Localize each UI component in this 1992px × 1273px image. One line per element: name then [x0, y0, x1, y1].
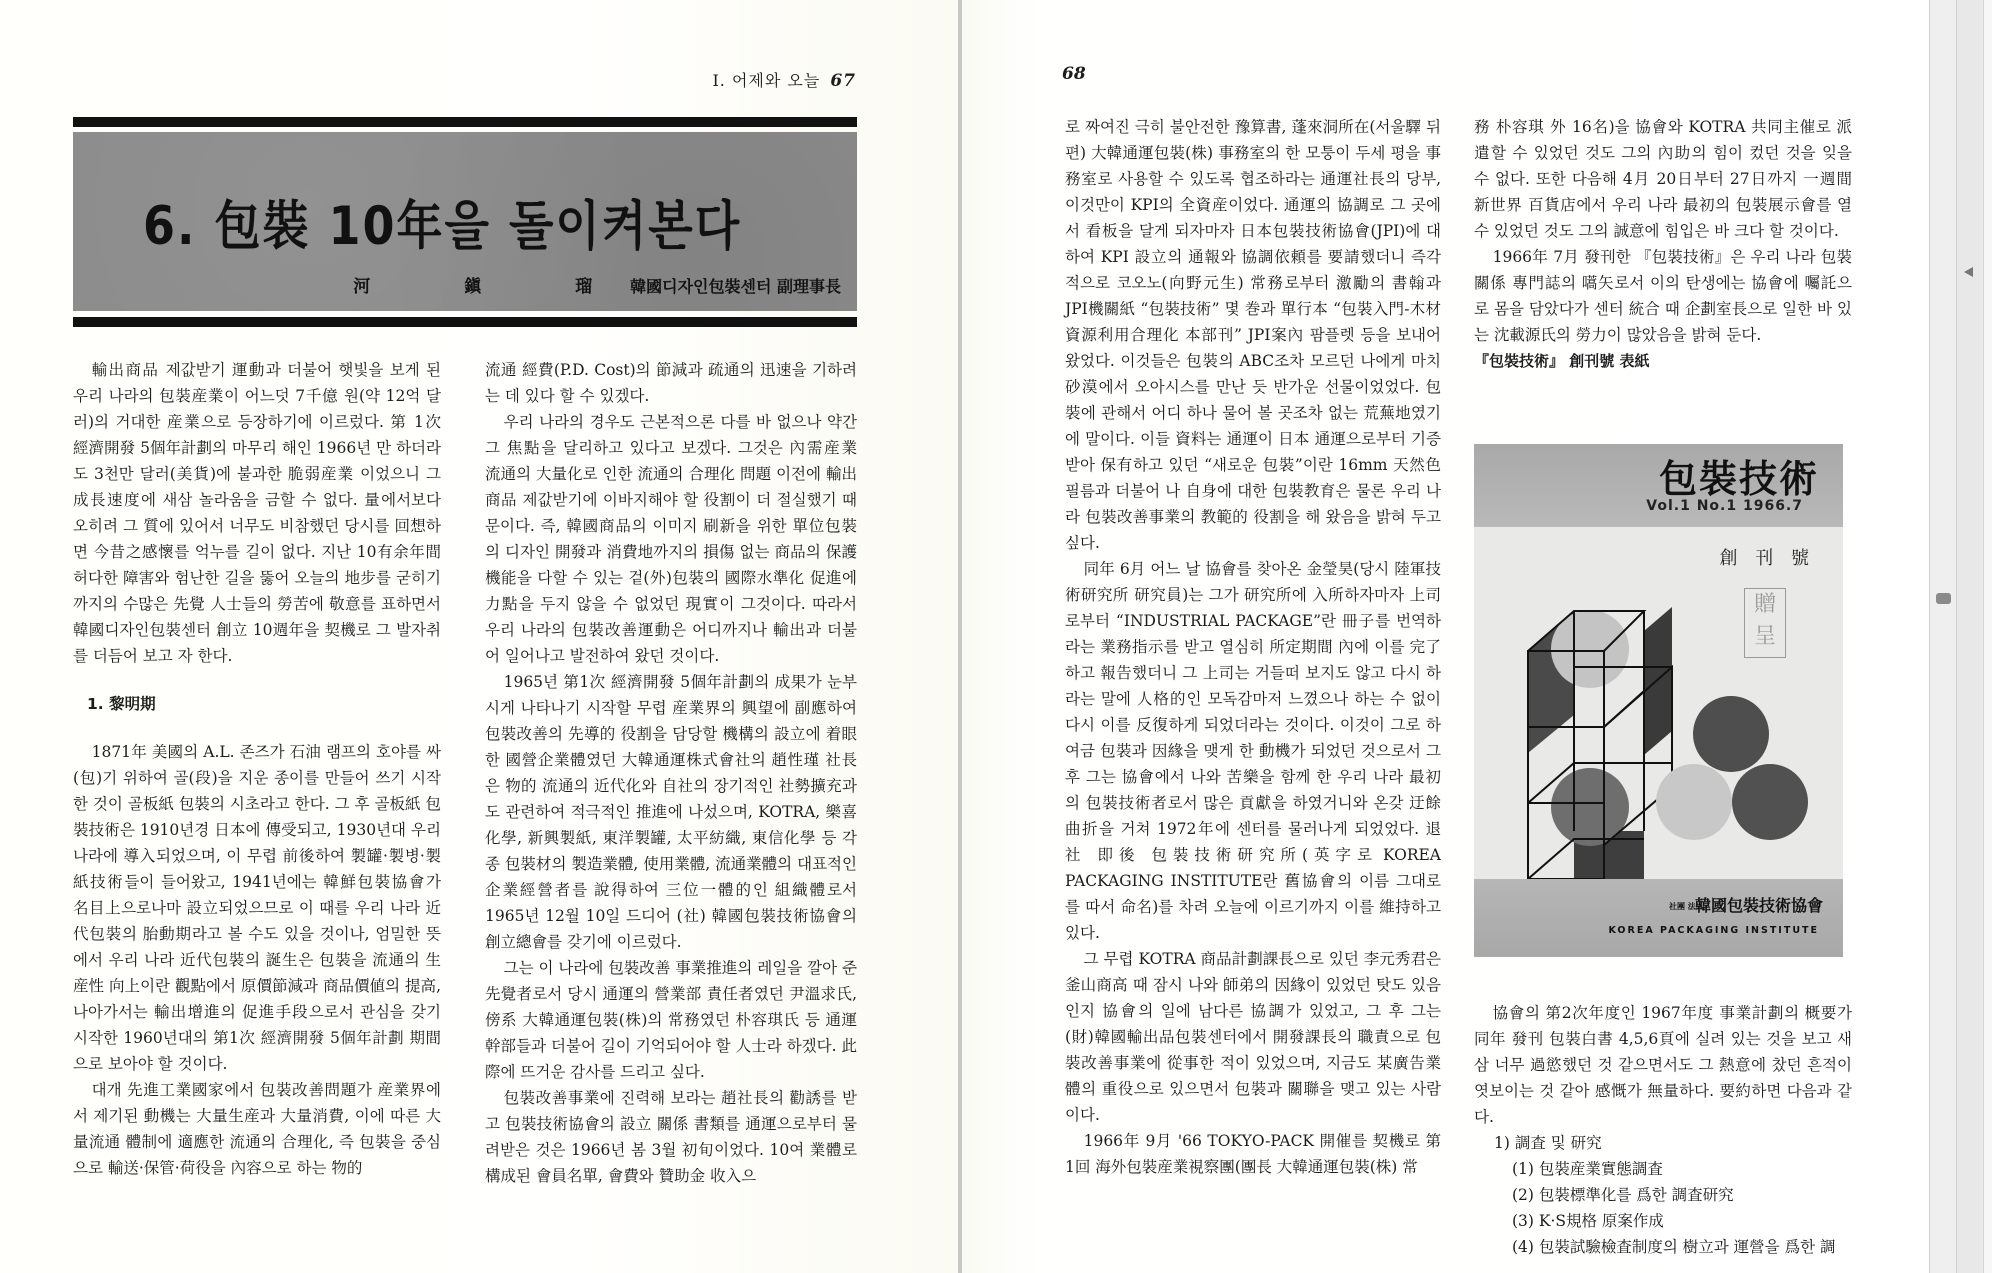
paragraph: 1871年 美國의 A.L. 존즈가 石油 램프의 호야를 싸(包)기 위하여 골(段)을 지운 종이를 만들어 쓰기 시작한 것이 골板紙 包裝의 시초라고 한다. 그 후 골板紙 包裝技術은 1910년경 日本에 傳受되고, 1930년대 우리 나라에 導入되었으며, 이 무렵 前後하여 製罐·製병·製紙技術들이 들어왔고, 1941년에는 韓鮮包裝協會가 名目上으로나마 設立되었으므로 이 때를 우리 나라 近代包裝의 胎動期라고 볼 수도 있을 것이나, 엄밀한 뜻에서 우리 나라 近代包裝의 誕生은 包裝을 流通의 生産性 向上이란 觀點에서 原價節減과 商品價値의 提高, 나아가서는 輸出增進의 促進手段으로서 관심을 갖기 시작한 1960년대의 第1次 經濟開發 5個年計劃 期間으로 보아야 할 것이다. [73, 743, 441, 1073]
list-item: (2) 包裝標準化를 爲한 調査研究 [1512, 1186, 1734, 1204]
paragraph: 流通 經費(P.D. Cost)의 節減과 疏通의 迅速을 기하려는 데 있다 할 수 있겠다. [485, 361, 857, 405]
text-column-3 [1065, 114, 1441, 1180]
box-shade-upper-right [1644, 607, 1672, 755]
author-name: 河 鎭 瑠 [353, 277, 637, 297]
scrollbar-thumb[interactable] [1936, 593, 1951, 604]
paragraph: 1966年 7月 發刊한 『包裝技術』은 우리 나라 包裝關係 專門誌의 嚆矢로서 이의 탄생에는 協會에 囑託으로 몸을 담았다가 센터 統合 때 企劃室長으로 일한 바 있는 沈載源氏의 勞力이 많았음을 밝혀 둔다. [1474, 248, 1852, 344]
paragraph: 우리 나라의 경우도 근본적으론 다를 바 없으나 약간 그 焦點을 달리하고 있다고 보겠다. 그것은 內需産業 流通의 大量化로 인한 流通의 合理化 問題 이전에 輸出商品 제값받기에 이바지해야 할 役割이 더 절실했기 때문이다. 즉, 韓國商品의 이미지 刷新을 위한 單位包裝의 디자인 開發과 消費地까지의 損傷 없는 商品의 保護機能을 다할 수 있는 겉(外)包裝의 國際水準化 促進에 力點을 두지 않을 수 없었던 現實이 그것이다. 따라서 우리 나라의 包裝改善運動은 어디까지나 輸出과 더불어 일어나고 발전하여 왔던 것이다. [485, 413, 857, 665]
sphere-light-bottom [1656, 764, 1732, 840]
sphere-dark-top [1693, 696, 1769, 772]
paragraph: 대개 先進工業國家에서 包裝改善問題가 産業界에서 제기된 動機는 大量生産과 大量消費, 이에 따른 大量流通 體制에 適應한 流通의 合理化, 즉 包裝을 중심으로 輸送·保管·荷役을 內容으로 하는 物的 [73, 1081, 441, 1177]
title-rule-top [73, 117, 857, 127]
text-column-1 [73, 357, 441, 1181]
side-panel-strip [1956, 0, 1983, 1273]
page-number: 67 [830, 71, 856, 91]
page-68 [962, 0, 1929, 1273]
gift-stamp: 贈呈 [1744, 588, 1786, 658]
paragraph: 그는 이 나라에 包裝改善 事業推進의 레일을 깔아 준 先覺者로서 당시 通運의 營業部 責任者였던 尹溫求氏, 傍系 大韓通運包裝(株)의 常務였던 朴容琪氏 등 通運 幹部들과 더불어 길이 기억되어야 할 人士라 하겠다. 此際에 뜨거운 감사를 드리고 싶다. [485, 959, 857, 1081]
text-column-4-continued [1474, 1000, 1852, 1260]
paragraph: 輸出商品 제값받기 運動과 더불어 햇빛을 보게 된 우리 나라의 包裝産業이 어느덧 7千億 원(약 12억 달러)의 거대한 産業으로 등장하기에 이르렀다. 第 1次 經濟開發 5個年計劃의 마무리 해인 1966년 만 하더라도 3천만 달러(美貨)에 불과한 脆弱産業 이었으니 그 成長速度에 새삼 놀라움을 금할 수 없다. 量에서보다 오히려 그 質에 있어서 너무도 비참했던 당시를 回想하면 今昔之感懷를 억누를 길이 없다. 지난 10有余年間 허다한 障害와 험난한 길을 뚫어 오늘의 地步를 굳히기까지의 수많은 先覺 人士들의 勞苦에 敬意를 표하면서 韓國디자인包裝센터 創立 10週年을 契機로 그 발자취를 더듬어 보고 자 한다. [73, 361, 441, 665]
cover-publisher-en: KOREA PACKAGING INSTITUTE [1608, 925, 1819, 936]
text-column-4 [1474, 114, 1852, 374]
wireframe-boxes [1528, 607, 1672, 879]
author-line [353, 272, 841, 297]
list-item: (1) 包裝産業實態調査 [1512, 1160, 1663, 1178]
paragraph: 務 朴容琪 外 16名)을 協會와 KOTRA 共同主催로 派遣할 수 있었던 것도 그의 內助의 힘이 컸던 것을 잊을 수 없다. 또한 다음해 4月 20日부터 27日까지 一週間 新世界 百貨店에서 우리 나라 最初의 包裝展示會를 열 수 있었던 것도 그의 誠意에 힘입은 바 크다 할 것이다. [1474, 118, 1852, 240]
publisher-name: 韓國包裝技術協會 [1694, 896, 1823, 915]
author-affiliation: 韓國디자인包裝센터 副理事長 [630, 277, 841, 296]
paragraph: 로 짜여진 극히 불안전한 豫算書, 蓬來洞所在(서울驛 뒤편) 大韓通運包裝(株) 事務室의 한 모퉁이 두세 평을 事務室로 사용할 수 있도록 협조하라는 通運社長의 당부, 이것만이 KPI의 全資産이었다. 通運의 協調로 그 곳에서 看板을 달게 되자마자 日本包裝技術協會(JPI)에 대하여 KPI 設立의 通報와 協調依頼를 要請했더니 즉각적으로 코오노(向野元生) 常務로부터 激勵의 書翰과 JPI機關紙 “包裝技術” 몇 巻과 單行本 “包裝入門-木材資源利用合理化 本部刊” JPI案內 팜플렛 등을 보내어 왔었다. 이것들은 包裝의 ABC조차 모르던 나에게 마치 砂漠에서 오아시스를 만난 듯 반가운 선물이었었다. 包裝에 관해서 어디 하나 물어 볼 곳조차 없는 荒蕪地였기에 말이다. 이들 資料는 通運이 日本 通運으로부터 기증받아 保有하고 있던 “새로운 包裝”이란 16mm 天然色 필름과 더불어 나 自身에 대한 包裝教育은 물론 우리 나라 包裝改善事業의 教範的 役割을 해 왔음을 밝혀 두고 싶다. [1065, 118, 1441, 552]
running-head-title: Ⅰ. 어제와 오늘 [712, 71, 821, 90]
figure-caption: 『包裝技術』 創刊號 表紙 [1474, 352, 1650, 370]
paragraph: 1965년 第1次 經濟開發 5個年計劃의 成果가 눈부시게 나타나기 시작할 무렵 産業界의 興望에 副應하여 包裝改善의 先導的 役割을 담당할 機構의 設立에 着眼한 國營企業體였던 大韓通運株式會社의 趙性瑾 社長은 物的 流通의 近代化와 自社의 장기적인 社勢擴充과도 관련하여 적극적인 推進에 나섰으며, KOTRA, 樂喜化學, 新興製紙, 東洋製罐, 太平紡織, 東信化學 등 각종 包裝材의 製造業體, 使用業體, 流通業體의 대표적인 企業經營者를 說得하여 三位一體的인 組織體로서 1965년 12월 10일 드디어 (社) 韓國包裝技術協會의 創立總會를 갖기에 이르렀다. [485, 673, 857, 951]
paragraph: 그 무렵 KOTRA 商品計劃課長으로 있던 李元秀君은 釜山商高 때 잠시 나와 師弟의 因緣이 있었던 탓도 있음인지 協會의 일에 남다른 協調가 있었고, 그 후 그는 (財)韓國輸出品包裝센터에서 開發課長의 職責으로 包裝改善事業에 從事한 적이 있었으며, 지금도 某廣告業體의 重役으로 있으면서 包裝과 關聯을 맺고 있는 사람이다. [1065, 950, 1441, 1124]
cover-edition: 創 刊 號 [1719, 548, 1815, 569]
cover-illustration [1474, 527, 1843, 879]
cover-publisher [1669, 893, 1823, 916]
text-column-2 [485, 357, 857, 1189]
list-item: (3) K·S規格 原案作成 [1512, 1212, 1664, 1230]
cover-volume: Vol.1 No.1 1966.7 [1646, 498, 1803, 514]
publisher-prefix: 社團 法人 [1668, 902, 1704, 911]
magazine-cover-figure [1474, 444, 1843, 957]
cover-header-band [1474, 444, 1843, 527]
chapter-title: 6. 包裝 10年을 돌이켜본다 [143, 194, 742, 257]
paragraph: 包裝改善事業에 진력해 보라는 趙社長의 勸誘를 받고 包裝技術協會의 設立 關係 書類를 通運으로부터 물려받은 것은 1966년 봄 3월 初旬이었다. 10여 業體로 構成된 會員名單, 會費와 贊助金 收入으 [485, 1089, 857, 1185]
sphere-dark-bottom [1732, 764, 1808, 840]
chapter-banner [73, 132, 857, 311]
paragraph: 1966年 9月 '66 TOKYO-PACK 開催를 契機로 第 1回 海外包裝産業視察團(團長 大韓通運包裝(株) 常 [1065, 1132, 1441, 1176]
triangle-left-icon[interactable] [1964, 267, 1973, 277]
vertical-scrollbar[interactable] [1929, 0, 1956, 1273]
running-head [712, 68, 856, 91]
paragraph: 同年 6月 어느 날 協會를 찾아온 金瑩昊(당시 陸軍技術研究所 研究員)는 그가 研究所에 入所하자마자 上司로부터 “INDUSTRIAL PACKAGE”란 冊子를 번역하라는 業務指示를 받고 열심히 所定期間 內에 이를 完了하고 報告했더니 그 上司는 거들떠 보지도 않고 다시 하라는 말에 人格的인 모독감마저 느꼈으나 하는 수 없이 다시 이를 反復하게 되었더라는 것이다. 이것이 그로 하여금 包裝과 因緣을 맺게 한 動機가 되었던 것으로서 그 후 그는 協會에서 나와 苦樂을 함께 한 우리 나라 最初의 包裝技術者로서 많은 貢獻을 하였거니와 온갖 迂餘曲折을 거쳐 1972年에 센터를 물러나게 되었었다. 退社 即後 包裝技術研究所(英字로 KOREA PACKAGING INSTITUTE란 舊協會의 이름 그대로를 따서 命名)를 차려 오늘에 이르기까지 이를 維持하고 있다. [1065, 560, 1441, 942]
window-edge [1983, 0, 1992, 1273]
list-heading: 1) 調査 및 研究 [1494, 1134, 1602, 1152]
page-number: 68 [1062, 64, 1086, 84]
cover-title: 包裝技術 [1658, 457, 1819, 501]
cover-footer-band [1474, 879, 1843, 957]
section-heading: 1. 黎明期 [87, 695, 156, 713]
list-item: (4) 包裝試驗檢査制度의 樹立과 運營을 爲한 調 [1512, 1238, 1836, 1256]
page-67 [0, 0, 958, 1273]
paragraph: 協會의 第2次年度인 1967年度 事業計劃의 概要가 同年 發刊 包裝白書 4,5,6頁에 실려 있는 것을 보고 새삼 너무 過慾했던 것 같으면서도 그 熱意에 찼던 흔적이 엿보이는 것 같아 感慨가 無量하다. 要約하면 다음과 같다. [1474, 1004, 1852, 1126]
title-rule-bottom [73, 317, 857, 327]
